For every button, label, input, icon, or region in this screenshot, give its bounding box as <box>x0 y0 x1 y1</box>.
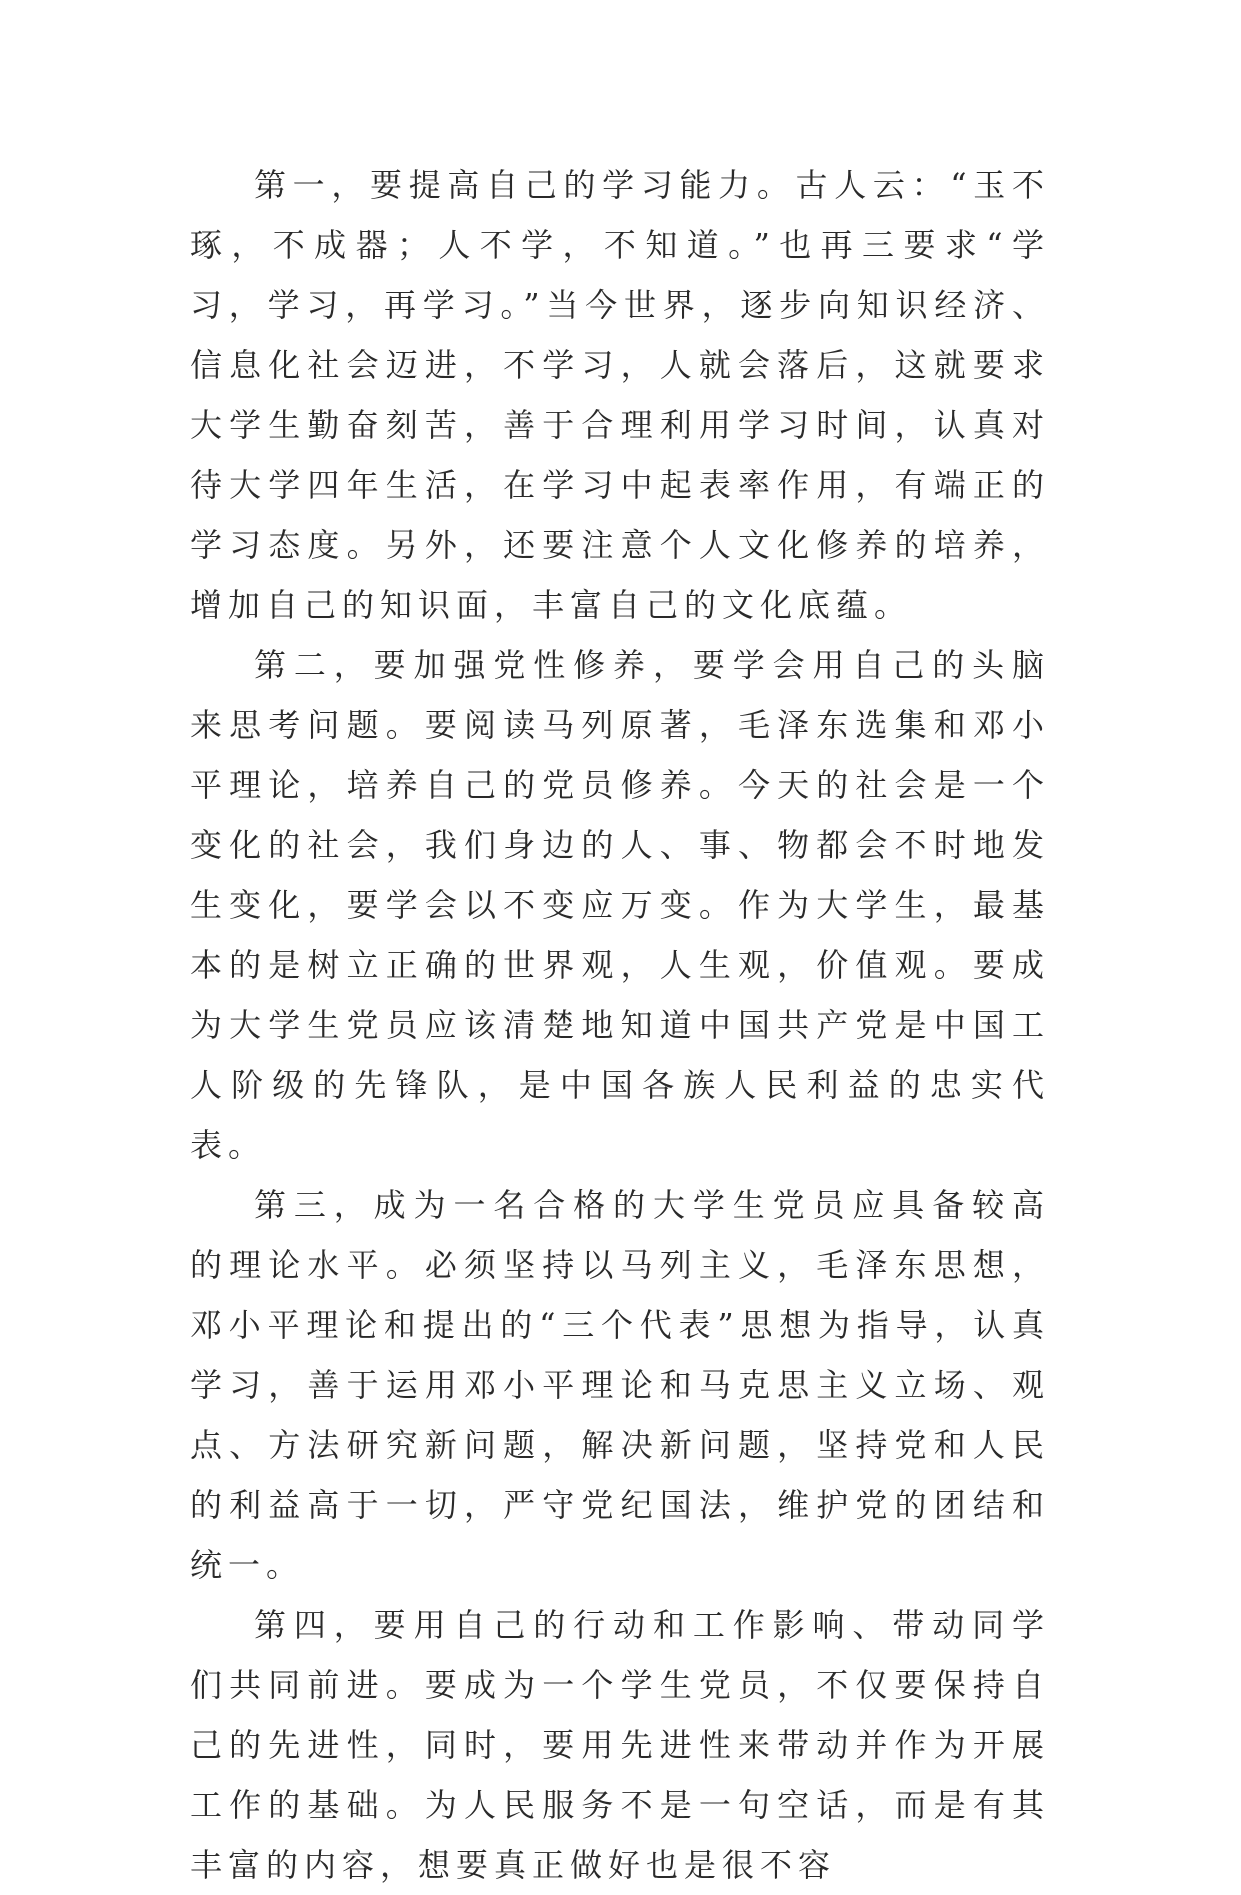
paragraph-1: 第一，要提高自己的学习能力。古人云：“玉不琢，不成器；人不学，不知道。”也再三要求“学习，学习，再学习。”当今世界，逐步向知识经济、信息化社会迈进，不学习，人就会落后，这就要求大学生勤奋刻苦，善于合理利用学习时间，认真对待大学四年生活，在学习中起表率作用，有端正的学习态度。另外，还要注意个人文化修养的培养，增加自己的知识面，丰富自己的文化底蕴。 <box>190 166 1050 624</box>
paragraph-2: 第二，要加强党性修养，要学会用自己的头脑来思考问题。要阅读马列原著，毛泽东选集和邓小平理论，培养自己的党员修养。今天的社会是一个变化的社会，我们身边的人、事、物都会不时地发生变化，要学会以不变应万变。作为大学生，最基本的是树立正确的世界观，人生观，价值观。要成为大学生党员应该清楚地知道中国共产党是中国工人阶级的先锋队，是中国各族人民利益的忠实代表。 <box>190 646 1050 1164</box>
paragraph-4: 第四，要用自己的行动和工作影响、带动同学们共同前进。要成为一个学生党员，不仅要保持自己的先进性，同时，要用先进性来带动并作为开展工作的基础。为人民服务不是一句空话，而是有其丰富的内容，想要真正做好也是很不容 <box>190 1606 1050 1884</box>
paragraph-3: 第三，成为一名合格的大学生党员应具备较高的理论水平。必须坚持以马列主义，毛泽东思想，邓小平理论和提出的“三个代表”思想为指导，认真学习，善于运用邓小平理论和马克思主义立场、观点、方法研究新问题，解决新问题，坚持党和人民的利益高于一切，严守党纪国法，维护党的团结和统一。 <box>190 1186 1050 1584</box>
document-body <box>190 155 1050 1895</box>
